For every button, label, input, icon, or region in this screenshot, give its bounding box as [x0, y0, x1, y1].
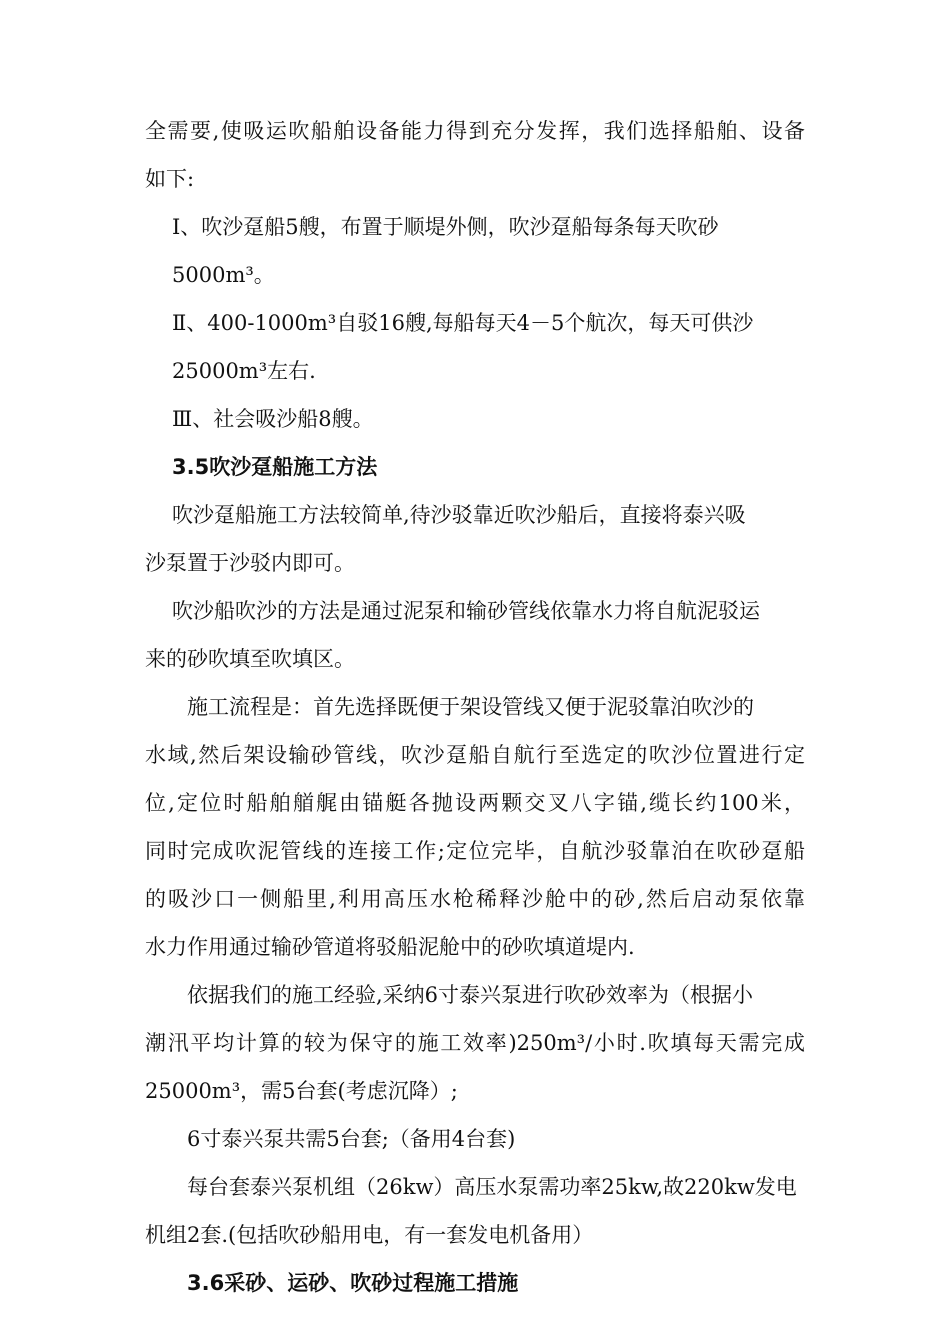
text-line-1: 全需要,使吸运吹船舶设备能力得到充分发挥，我们选择船舶、设备: [145, 119, 805, 143]
paragraph-5: 6寸泰兴泵共需5台套;（备用4台套): [187, 1127, 516, 1151]
list-item-1-line-2: 5000m³。: [172, 263, 275, 287]
section-heading-3-6: 3.6采砂、运砂、吹砂过程施工措施: [187, 1271, 519, 1295]
section-heading-3-5: 3.5吹沙趸船施工方法: [172, 455, 378, 479]
paragraph-3-line-6: 水力作用通过输砂管道将驳船泥舱中的砂吹填道堤内.: [145, 935, 635, 959]
paragraph-3-line-4: 同时完成吹泥管线的连接工作;定位完毕，自航沙驳靠泊在吹砂趸船: [145, 839, 805, 863]
paragraph-3-line-3: 位,定位时船舶艏艉由锚艇各抛设两颗交叉八字锚,缆长约100米，: [145, 791, 805, 815]
list-item-2-line-1: Ⅱ、400-1000m³自驳16艘,每船每天4－5个航次，每天可供沙: [172, 311, 754, 335]
paragraph-6-line-2: 机组2套.(包括吹砂船用电，有一套发电机备用）: [145, 1223, 594, 1247]
paragraph-4-line-3: 25000m³，需5台套(考虑沉降）;: [145, 1079, 458, 1103]
paragraph-2-line-2: 来的砂吹填至吹填区。: [145, 647, 355, 671]
paragraph-4-line-2: 潮汛平均计算的较为保守的施工效率)250m³/小时.吹填每天需完成: [145, 1031, 805, 1055]
paragraph-4-line-1: 依据我们的施工经验,采纳6寸泰兴泵进行吹砂效率为（根据小: [187, 983, 754, 1007]
list-item-1-line-1: Ⅰ、吹沙趸船5艘，布置于顺堤外侧，吹沙趸船每条每天吹砂: [172, 215, 719, 239]
paragraph-6-line-1: 每台套泰兴泵机组（26kw）高压水泵需功率25kw,故220kw发电: [187, 1175, 797, 1199]
text-line-2: 如下:: [145, 167, 195, 191]
list-item-2-line-2: 25000m³左右.: [172, 359, 316, 383]
paragraph-2-line-1: 吹沙船吹沙的方法是通过泥泵和输砂管线依靠水力将自航泥驳运: [172, 599, 760, 623]
paragraph-1-line-1: 吹沙趸船施工方法较简单,待沙驳靠近吹沙船后，直接将泰兴吸: [172, 503, 746, 527]
paragraph-1-line-2: 沙泵置于沙驳内即可。: [145, 551, 355, 575]
list-item-3: Ⅲ、社会吸沙船8艘。: [172, 407, 374, 431]
paragraph-3-line-1: 施工流程是：首先选择既便于架设管线又便于泥驳靠泊吹沙的: [187, 695, 754, 719]
paragraph-3-line-5: 的吸沙口一侧船里,利用高压水枪稀释沙舱中的砂,然后启动泵依靠: [145, 887, 805, 911]
paragraph-3-line-2: 水域,然后架设输砂管线，吹沙趸船自航行至选定的吹沙位置进行定: [145, 743, 805, 767]
